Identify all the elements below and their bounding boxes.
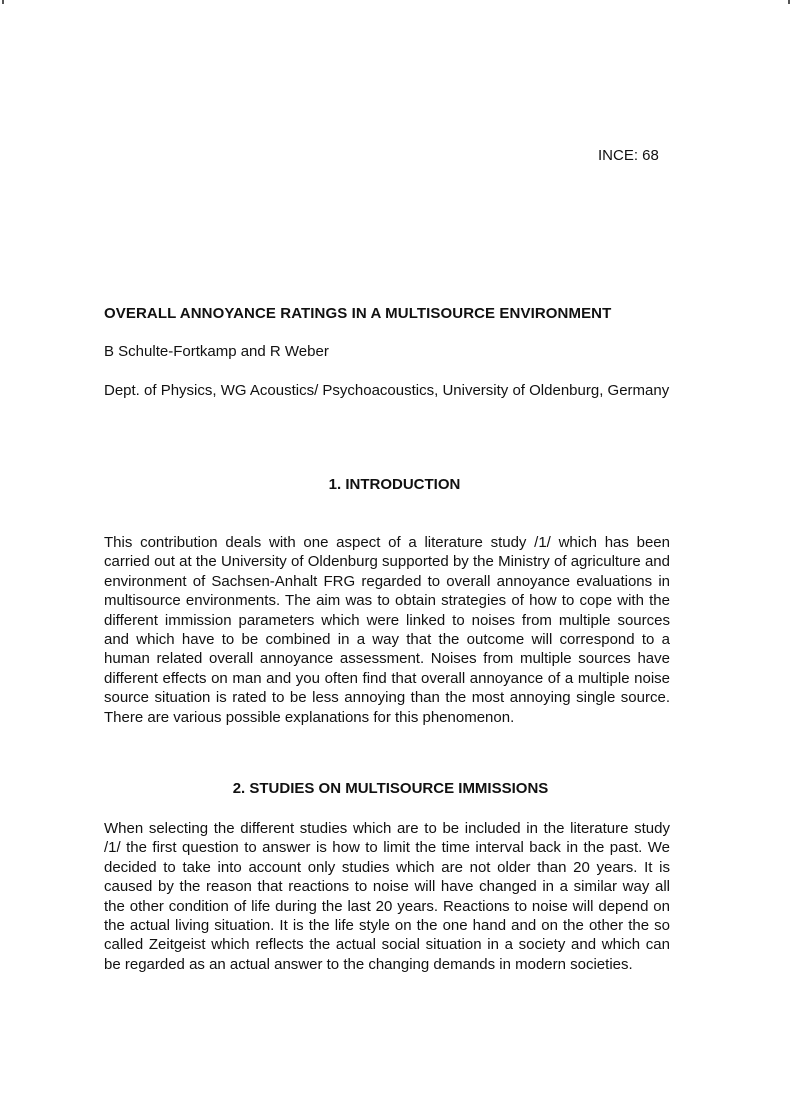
paper-reference: INCE: 68 — [598, 147, 659, 164]
section-heading-studies: 2. STUDIES ON MULTISOURCE IMMISSIONS — [232, 780, 549, 797]
paper-title: OVERALL ANNOYANCE RATINGS IN A MULTISOURCE ENVIRONMENT — [104, 305, 612, 322]
paper-affiliation: Dept. of Physics, WG Acoustics/ Psychoacoustics, University of Oldenburg, Germany — [104, 382, 670, 399]
scan-mark-left — [2, 0, 4, 4]
section-body-introduction: This contribution deals with one aspect of a literature study /1/ which has been carried out at the University of Oldenburg supported by the Ministry of agriculture and environment of Sachsen-Anhalt FRG regarded to overall annoyance evaluations in multisource environments. The aim was to obtain strategies of how to cope with the different immission parameters which were linked to noises from multiple sources and which have to be combined in a way that the outcome will correspond to a human related overall annoyance assessment. Noises from multiple sources have different effects on man and you often find that overall annoyance of a multiple noise source situation is rated to be less annoying than the most annoying single source. There are various possible explanations for this phenomenon. — [104, 534, 670, 726]
section-heading-introduction: 1. INTRODUCTION — [328, 476, 461, 493]
paper-authors: B Schulte-Fortkamp and R Weber — [104, 343, 329, 360]
section-body-studies: When selecting the different studies which are to be included in the literature study /1/ the first question to answer is how to limit the time interval back in the past. We decided to take into account only studies which are not older than 20 years. It is caused by the reason that reactions to noise will have changed in a similar way all the other condition of life during the last 20 years. Reactions to noise will depend on the actual living situation. It is the life style on the one hand and on the other the so called Zeitgeist which reflects the actual social situation in a society and which can be regarded as an actual answer to the changing demands in modern societies. — [104, 820, 670, 973]
scan-mark-right — [788, 0, 790, 4]
